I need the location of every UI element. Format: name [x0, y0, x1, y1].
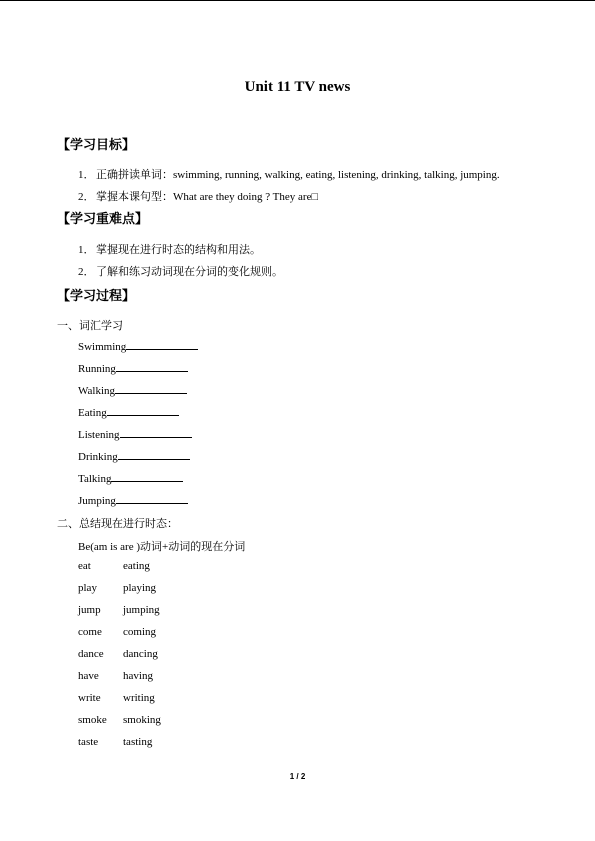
key-point-item-2 [78, 263, 283, 279]
base-verb: come [78, 626, 102, 638]
verb-pair [78, 560, 150, 572]
vocab-item [78, 450, 190, 463]
goal-item-2 [78, 188, 318, 204]
present-participle: dancing [123, 648, 158, 660]
goals-heading: 【学习目标】 [57, 138, 136, 153]
goal-text-2: 掌握本课句型：What are they doing ? They are□ [96, 191, 319, 203]
present-participle: eating [123, 560, 150, 572]
goal-num-2: 2． [78, 191, 95, 203]
page-number: 1 / 2 [289, 772, 306, 781]
verb-pair [78, 670, 153, 682]
part2-title: 二、总结现在进行时态： [57, 518, 178, 530]
answer-blank [116, 362, 188, 372]
vocab-item [78, 406, 179, 419]
vocab-item [78, 384, 187, 397]
present-participle: coming [123, 626, 156, 638]
answer-blank [118, 450, 190, 460]
vocab-item [78, 362, 188, 375]
vocab-word: Listening [78, 429, 120, 441]
vocab-word: Drinking [78, 451, 118, 463]
present-participle: jumping [123, 604, 160, 616]
key-point-num-1: 1． [78, 244, 95, 256]
answer-blank [115, 384, 187, 394]
process-heading: 【学习过程】 [57, 289, 136, 304]
present-participle: having [123, 670, 153, 682]
vocab-item [78, 428, 192, 441]
key-point-text-2: 了解和练习动词现在分词的变化规则。 [96, 266, 283, 278]
key-points-heading: 【学习重难点】 [57, 212, 149, 227]
answer-blank [111, 472, 183, 482]
verb-pair [78, 626, 156, 638]
verb-pair [78, 736, 152, 748]
verb-pair [78, 604, 160, 616]
answer-blank [107, 406, 179, 416]
base-verb: jump [78, 604, 101, 616]
vocab-item [78, 472, 183, 485]
base-verb: taste [78, 736, 99, 748]
goal-num-1: 1． [78, 169, 95, 181]
present-participle: playing [123, 582, 156, 594]
vocab-item [78, 340, 198, 353]
base-verb: eat [78, 560, 91, 572]
verb-pair [78, 648, 158, 660]
key-point-num-2: 2． [78, 266, 95, 278]
present-participle: smoking [123, 714, 161, 726]
vocab-word: Jumping [78, 495, 116, 507]
part1-title: 一、词汇学习 [57, 320, 123, 332]
base-verb: smoke [78, 714, 107, 726]
present-participle: writing [123, 692, 155, 704]
answer-blank [126, 340, 198, 350]
top-rule [0, 0, 595, 1]
page-title: Unit 11 TV news [244, 79, 351, 95]
vocab-word: Running [78, 363, 116, 375]
key-point-item-1 [78, 241, 261, 257]
verb-pair [78, 714, 161, 726]
goal-text-1: 正确拼读单词：swimming, running, walking, eating, listening, drinking, talking, jumping. [96, 169, 500, 181]
vocab-word: Eating [78, 407, 107, 419]
verb-pair [78, 692, 155, 704]
base-verb: play [78, 582, 97, 594]
present-participle: tasting [123, 736, 153, 748]
key-point-text-1: 掌握现在进行时态的结构和用法。 [96, 244, 261, 256]
vocab-word: Swimming [78, 341, 127, 353]
answer-blank [116, 494, 188, 504]
base-verb: write [78, 692, 101, 704]
rule-text: Be(am is are )动词+动词的现在分词 [78, 541, 246, 553]
vocab-word: Talking [78, 473, 112, 485]
answer-blank [120, 428, 192, 438]
goal-item-1 [78, 166, 500, 182]
vocab-item [78, 494, 188, 507]
vocab-word: Walking [78, 385, 115, 397]
base-verb: dance [78, 648, 104, 660]
base-verb: have [78, 670, 99, 682]
verb-pair [78, 582, 156, 594]
